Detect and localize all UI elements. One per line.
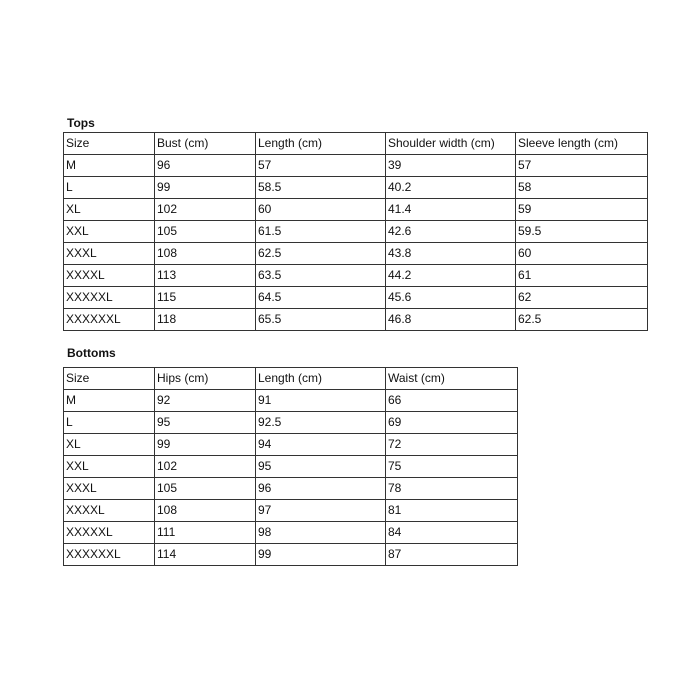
column-header: Length (cm): [256, 133, 386, 155]
column-header: Waist (cm): [386, 368, 518, 390]
measurement-cell: 108: [155, 500, 256, 522]
measurement-cell: 111: [155, 522, 256, 544]
size-cell: XL: [64, 199, 155, 221]
measurement-cell: 115: [155, 287, 256, 309]
column-header: Hips (cm): [155, 368, 256, 390]
measurement-cell: 95: [256, 456, 386, 478]
measurement-cell: 66: [386, 390, 518, 412]
size-cell: M: [64, 390, 155, 412]
size-cell: XXXXXL: [64, 522, 155, 544]
column-header: Size: [64, 133, 155, 155]
measurement-cell: 98: [256, 522, 386, 544]
measurement-cell: 92.5: [256, 412, 386, 434]
measurement-cell: 96: [256, 478, 386, 500]
size-cell: XXXXL: [64, 500, 155, 522]
column-header: Size: [64, 368, 155, 390]
table-row: [64, 522, 518, 544]
bottoms-title: Bottoms: [67, 346, 116, 360]
table-row: [64, 221, 648, 243]
measurement-cell: 102: [155, 456, 256, 478]
table-row: [64, 177, 648, 199]
size-cell: XXXXXXL: [64, 309, 155, 331]
measurement-cell: 75: [386, 456, 518, 478]
measurement-cell: 81: [386, 500, 518, 522]
table-row: [64, 287, 648, 309]
measurement-cell: 105: [155, 221, 256, 243]
size-cell: XL: [64, 434, 155, 456]
measurement-cell: 91: [256, 390, 386, 412]
measurement-cell: 92: [155, 390, 256, 412]
bottoms-size-table: [63, 367, 518, 566]
measurement-cell: 97: [256, 500, 386, 522]
size-cell: XXXL: [64, 478, 155, 500]
size-cell: M: [64, 155, 155, 177]
measurement-cell: 63.5: [256, 265, 386, 287]
measurement-cell: 62.5: [256, 243, 386, 265]
measurement-cell: 62: [516, 287, 648, 309]
measurement-cell: 45.6: [386, 287, 516, 309]
size-cell: XXXL: [64, 243, 155, 265]
table-row: [64, 434, 518, 456]
measurement-cell: 65.5: [256, 309, 386, 331]
size-cell: XXXXXXL: [64, 544, 155, 566]
measurement-cell: 64.5: [256, 287, 386, 309]
table-row: [64, 478, 518, 500]
table-row: [64, 199, 648, 221]
measurement-cell: 58: [516, 177, 648, 199]
measurement-cell: 108: [155, 243, 256, 265]
measurement-cell: 44.2: [386, 265, 516, 287]
measurement-cell: 96: [155, 155, 256, 177]
measurement-cell: 61: [516, 265, 648, 287]
measurement-cell: 99: [256, 544, 386, 566]
tops-title: Tops: [67, 116, 95, 130]
size-cell: L: [64, 177, 155, 199]
measurement-cell: 113: [155, 265, 256, 287]
measurement-cell: 57: [256, 155, 386, 177]
measurement-cell: 114: [155, 544, 256, 566]
size-cell: XXXXXL: [64, 287, 155, 309]
measurement-cell: 84: [386, 522, 518, 544]
column-header: Shoulder width (cm): [386, 133, 516, 155]
size-cell: L: [64, 412, 155, 434]
bottoms-header-row: [64, 368, 518, 390]
measurement-cell: 102: [155, 199, 256, 221]
table-row: [64, 544, 518, 566]
measurement-cell: 72: [386, 434, 518, 456]
measurement-cell: 43.8: [386, 243, 516, 265]
measurement-cell: 42.6: [386, 221, 516, 243]
measurement-cell: 46.8: [386, 309, 516, 331]
table-row: [64, 309, 648, 331]
measurement-cell: 61.5: [256, 221, 386, 243]
table-row: [64, 500, 518, 522]
measurement-cell: 95: [155, 412, 256, 434]
measurement-cell: 60: [256, 199, 386, 221]
measurement-cell: 78: [386, 478, 518, 500]
measurement-cell: 118: [155, 309, 256, 331]
column-header: Bust (cm): [155, 133, 256, 155]
measurement-cell: 99: [155, 177, 256, 199]
size-cell: XXL: [64, 456, 155, 478]
measurement-cell: 58.5: [256, 177, 386, 199]
table-row: [64, 456, 518, 478]
table-row: [64, 155, 648, 177]
measurement-cell: 99: [155, 434, 256, 456]
measurement-cell: 60: [516, 243, 648, 265]
table-row: [64, 390, 518, 412]
tops-size-table: [63, 132, 648, 331]
column-header: Length (cm): [256, 368, 386, 390]
measurement-cell: 59: [516, 199, 648, 221]
measurement-cell: 94: [256, 434, 386, 456]
table-row: [64, 243, 648, 265]
measurement-cell: 40.2: [386, 177, 516, 199]
tops-header-row: [64, 133, 648, 155]
measurement-cell: 39: [386, 155, 516, 177]
size-cell: XXL: [64, 221, 155, 243]
measurement-cell: 69: [386, 412, 518, 434]
size-cell: XXXXL: [64, 265, 155, 287]
table-row: [64, 265, 648, 287]
measurement-cell: 87: [386, 544, 518, 566]
table-row: [64, 412, 518, 434]
measurement-cell: 41.4: [386, 199, 516, 221]
column-header: Sleeve length (cm): [516, 133, 648, 155]
measurement-cell: 59.5: [516, 221, 648, 243]
measurement-cell: 57: [516, 155, 648, 177]
measurement-cell: 62.5: [516, 309, 648, 331]
measurement-cell: 105: [155, 478, 256, 500]
